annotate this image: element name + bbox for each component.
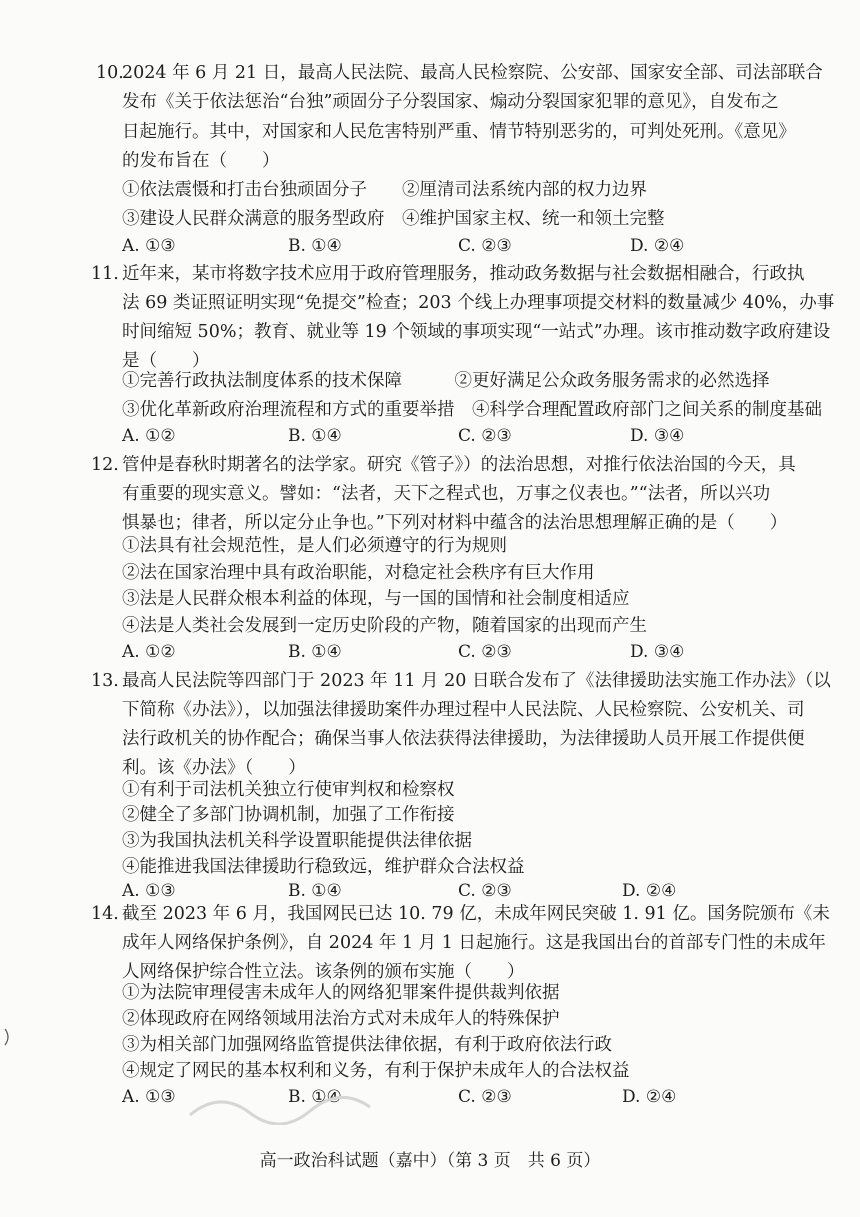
- choice-a: A. ①③: [122, 881, 176, 901]
- statement-line: ①为法院审理侵害未成年人的网络犯罪案件提供裁判依据: [122, 983, 560, 1003]
- statement-line: ①完善行政执法制度体系的技术保障 ②更好满足公众政务服务需求的必然选择: [122, 371, 770, 391]
- question-text-line: 有重要的现实意义。譬如：“法者，天下之程式也，万事之仪表也。”“法者，所以兴功: [122, 484, 771, 504]
- question-number: 10.: [96, 63, 124, 83]
- question-text-line: 的发布旨在（ ）: [122, 151, 280, 171]
- question-text-line: 发布《关于依法惩治“台独”顽固分子分裂国家、煽动分裂国家犯罪的意见》，自发布之: [122, 92, 779, 112]
- binding-edge-mark: [4, 1028, 12, 1050]
- statement-line: ③建设人民群众满意的服务型政府 ④维护国家主权、统一和领土完整: [122, 209, 665, 229]
- statement-line: ①有利于司法机关独立行使审判权和检察权: [122, 780, 455, 800]
- statement-line: ③优化革新政府治理流程和方式的重要举措 ④科学合理配置政府部门之间关系的制度基础: [122, 400, 822, 420]
- choice-d: D. ②④: [622, 1087, 677, 1107]
- choice-a: A. ①③: [122, 236, 176, 256]
- question-text-line: 是（ ）: [122, 351, 210, 371]
- choice-c: C. ②③: [458, 236, 512, 256]
- statement-line: ①法具有社会规范性，是人们必须遵守的行为规则: [122, 536, 507, 556]
- question-text-line: 法 69 类证照证明实现“免提交”检查；203 个线上办理事项提交材料的数量减少 40%，办事: [122, 293, 835, 313]
- question-text-line: 成年人网络保护条例》，自 2024 年 1 月 1 日起施行。这是我国出台的首部专门性的未成年: [122, 933, 826, 953]
- question-text-line: 法行政机关的协作配合；确保当事人依法获得法律援助，为法律援助人员开展工作提供便: [122, 729, 805, 749]
- choice-a: A. ①②: [122, 426, 176, 446]
- question-text-line: 截至 2023 年 6 月，我国网民已达 10. 79 亿，未成年网民突破 1. 91 亿。国务院颁布《未: [122, 904, 830, 924]
- watermark-stamp: [180, 1085, 380, 1133]
- statement-line: ②体现政府在网络领域用法治方式对未成年人的特殊保护: [122, 1009, 560, 1029]
- question-number: 14.: [91, 904, 119, 924]
- question-text-line: 惧暴也；律者，所以定分止争也。”下列对材料中蕴含的法治思想理解正确的是（ ）: [122, 513, 788, 533]
- question-text-line: 管仲是春秋时期著名的法学家。研究《管子》）的法治思想，对推行依法治国的今天，具: [122, 455, 796, 475]
- statement-line: ②健全了多部门协调机制，加强了工作衔接: [122, 805, 455, 825]
- statement-line: ④法是人类社会发展到一定历史阶段的产物，随着国家的出现而产生: [122, 616, 647, 636]
- page-footer: 高一政治科试题（嘉中）（第 3 页 共 6 页）: [259, 1151, 601, 1171]
- choice-a: A. ①③: [122, 1087, 176, 1107]
- choice-d: D. ②④: [630, 236, 685, 256]
- statement-line: ①依法震慑和打击台独顽固分子 ②厘清司法系统内部的权力边界: [122, 180, 647, 200]
- watermark-icon: [180, 1085, 380, 1125]
- choice-c: C. ②③: [458, 881, 512, 901]
- choice-b: B. ①④: [288, 426, 342, 446]
- statement-line: ④规定了网民的基本权利和义务，有利于保护未成年人的合法权益: [122, 1061, 630, 1081]
- question-text-line: 近年来，某市将数字技术应用于政府管理服务，推动政务数据与社会数据相融合，行政执: [122, 264, 805, 284]
- choice-b: B. ①④: [288, 236, 342, 256]
- question-text-line: 日起施行。其中，对国家和人民危害特别严重、情节特别恶劣的，可判处死刑。《意见》: [122, 122, 796, 142]
- question-number: 13.: [91, 671, 119, 691]
- question-number: 11.: [91, 264, 119, 284]
- choice-c: C. ②③: [458, 642, 512, 662]
- question-text-line: 人网络保护综合性立法。该条例的颁布实施（ ）: [122, 962, 525, 982]
- choice-b: B. ①④: [288, 1087, 342, 1107]
- choice-d: D. ③④: [630, 426, 685, 446]
- question-text-line: 2024 年 6 月 21 日，最高人民法院、最高人民检察院、公安部、国家安全部、司法部联合: [122, 63, 823, 83]
- question-number: 12.: [91, 455, 119, 475]
- bracket-icon: [4, 1028, 12, 1046]
- choice-d: D. ③④: [630, 642, 685, 662]
- choice-d: D. ②④: [622, 881, 677, 901]
- choice-c: C. ②③: [458, 1087, 512, 1107]
- statement-line: ③为相关部门加强网络监管提供法律依据，有利于政府依法行政: [122, 1035, 612, 1055]
- choice-c: C. ②③: [458, 426, 512, 446]
- question-text-line: 最高人民法院等四部门于 2023 年 11 月 20 日联合发布了《法律援助法实施工作办法》（以: [122, 671, 831, 691]
- choice-a: A. ①②: [122, 642, 176, 662]
- statement-line: ③法是人民群众根本利益的体现，与一国的国情和社会制度相适应: [122, 589, 630, 609]
- statement-line: ③为我国执法机关科学设置职能提供法律依据: [122, 831, 472, 851]
- statement-line: ②法在国家治理中具有政治职能，对稳定社会秩序有巨大作用: [122, 563, 595, 583]
- choice-b: B. ①④: [288, 642, 342, 662]
- statement-line: ④能推进我国法律援助行稳致远，维护群众合法权益: [122, 857, 525, 877]
- question-text-line: 下简称《办法》），以加强法律援助案件办理过程中人民法院、人民检察院、公安机关、司: [122, 700, 805, 720]
- choice-b: B. ①④: [288, 881, 342, 901]
- question-text-line: 时间缩短 50%；教育、就业等 19 个领域的事项实现“一站式”办理。该市推动数字政府建设: [122, 322, 831, 342]
- question-text-line: 利。该《办法》（ ）: [122, 758, 306, 778]
